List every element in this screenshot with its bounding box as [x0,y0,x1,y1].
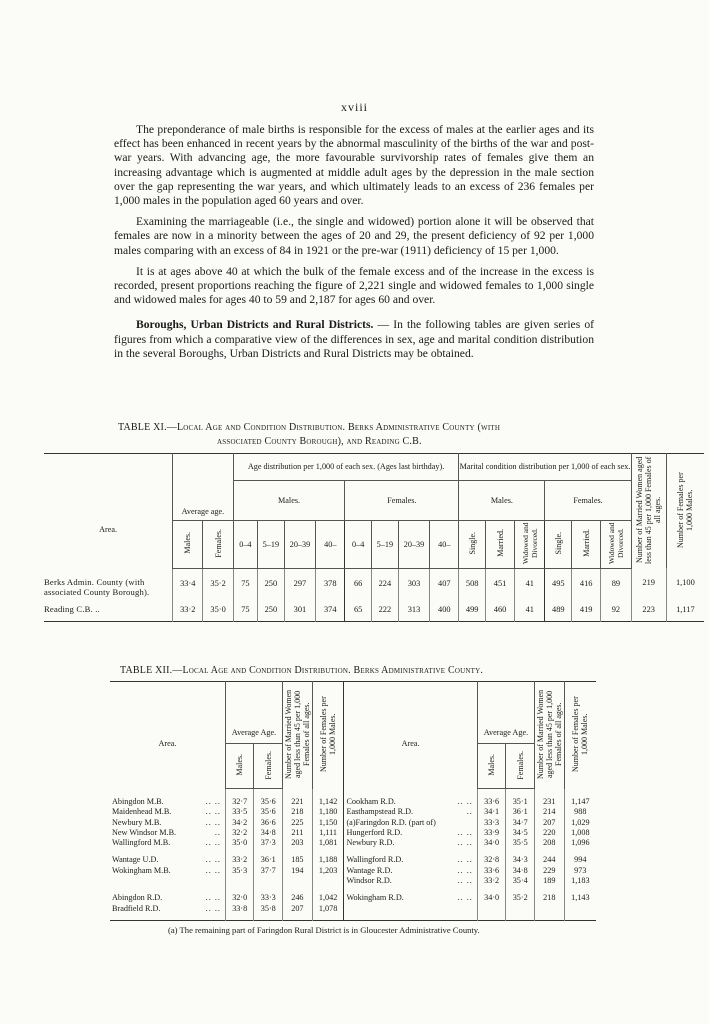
table-row [110,818,596,828]
t12-cell: .. .. [205,903,221,913]
t12-cell: 218 [283,807,313,817]
t12-cell: 208 [535,838,565,848]
t11-cell: 400 [430,597,459,621]
t12-cell: 1,111 [312,828,344,838]
t12-area-cell: Wokingham M.B. [112,865,171,875]
t12-avg-age-right: Average Age. [477,682,534,744]
t11-cell: 297 [284,568,316,597]
t11-avg-males: Males. [173,520,203,568]
t11-m-marital-0: Single. [459,520,486,568]
t12-cell: 185 [283,848,313,865]
t11-cell: 33·4 [173,568,203,597]
table-row [110,904,596,921]
t11-cell: 495 [545,568,572,597]
t11-age-dist-header: Age distribution per 1,000 of each sex. (Ages last birthday). [233,454,459,481]
t12-area-header-right: Area. [344,682,477,789]
t12-cell: .. .. [205,807,221,817]
t12-cell: 36·6 [254,818,283,828]
footnote: (a) The remaining part of Faringdon Rural District is in Gloucester Administrative County. [168,925,480,935]
t11-cell: 1,100 [666,568,704,597]
t12-cell: 189 [535,876,565,886]
t12-cell: 34·8 [254,828,283,838]
t12-cell: 35·6 [254,789,283,808]
paragraph-boroughs [114,318,594,361]
t12-cell: 1,188 [312,848,344,865]
t11-cell: 499 [459,597,486,621]
t12-cell: 34·2 [225,818,254,828]
t12-cell: 214 [535,807,565,817]
t12-cell: 34·7 [506,818,535,828]
t12-cell: 33·2 [477,876,506,886]
t11-marital-males: Males. [459,481,545,521]
t12-cell: 33·3 [477,818,506,828]
t12-cell: 33·8 [225,904,254,921]
t11-cell: 416 [572,568,601,597]
t12-cell [312,876,344,886]
t12-cell: 33·5 [225,807,254,817]
table-row [110,866,596,876]
t11-cell: 419 [572,597,601,621]
t12-cell: 246 [283,886,313,903]
t12-married-women-left: Number of Married Women aged less than 45 per 1,000 Females of all ages. [283,682,313,789]
paragraph-2: Examining the marriageable (i.e., the single and widowed) portion alone it will be observed that females are now in a minority between the ages of 20 and 29, the present deficiency of 92 per 1,000 males comparing with an excess of 84 in 1921 or the pre-war (1911) deficiency of 15 per 1,000. [114,215,594,257]
t11-f-marital-0: Single. [545,520,572,568]
t12-area-cell: New Windsor M.B. [112,827,177,837]
t11-cell: 222 [372,597,399,621]
t12-cell: 1,150 [312,818,344,828]
t11-cell: 508 [459,568,486,597]
t11-m-age-1: 5–19 [258,520,285,568]
t12-cell: 218 [535,886,565,903]
table-row [110,876,596,886]
t11-cell: 301 [284,597,316,621]
t12-cell: 35·8 [254,904,283,921]
t11-m-marital-1: Married. [486,520,515,568]
table-row [110,807,596,817]
table-xi [44,453,704,622]
t12-cell: 207 [535,818,565,828]
t11-marital-females: Females. [545,481,631,521]
t11-cell: 378 [316,568,345,597]
t11-cell: 313 [398,597,430,621]
t12-cell: .. .. [205,893,221,903]
t11-f-age-2: 20–39 [398,520,430,568]
t12-cell: 35·0 [225,838,254,848]
t12-cell: 34·3 [506,848,535,865]
t12-cell: 220 [535,828,565,838]
t11-cell: 224 [372,568,399,597]
t12-cell [283,876,313,886]
t12-cell: 34·0 [477,838,506,848]
t12-area-cell: Windsor R.D. [344,876,449,886]
t12-cell: 244 [535,848,565,865]
t12-area-cell: Newbury M.B. [112,817,162,827]
t11-cell: 407 [430,568,459,597]
t11-cell: 250 [258,568,285,597]
t12-cell: 32·8 [477,848,506,865]
t12-area-cell [344,904,449,921]
t12-females-per-right: Number of Females per 1,000 Males. [564,682,596,789]
t12-cell: 33·6 [477,866,506,876]
t11-cell: 41 [515,597,545,621]
t12-cell: .. .. [457,865,473,875]
t11-cell: 66 [345,568,372,597]
t12-cell: 37·3 [254,838,283,848]
t12-cell: .. [466,807,473,817]
t12-cell [225,876,254,886]
t11-cell: 489 [545,597,572,621]
t12-cell [477,904,506,921]
t12-cell: 203 [283,838,313,848]
t12-cell: 36·1 [254,848,283,865]
t12-cell [535,904,565,921]
t12-area-cell: Newbury R.D. [344,838,449,848]
t12-cell: 225 [283,818,313,828]
t11-area-cell: Berks Admin. County (with associated County Borough). [44,577,150,597]
table-row [110,838,596,848]
t12-cell: 35·5 [506,838,535,848]
t12-cell: 1,042 [312,886,344,903]
t11-avg-age-header: Average age. [173,454,234,521]
t12-cell: 1,203 [312,866,344,876]
t12-cell: .. .. [457,855,473,865]
t12-cell: 1,096 [564,838,596,848]
t12-cell: 33·9 [477,828,506,838]
t12-married-women-right: Number of Married Women aged less than 45 per 1,000 Females of all ages. [535,682,565,789]
t11-f-age-0: 0–4 [345,520,372,568]
t12-cell: 994 [564,848,596,865]
t12-males-left: Males. [225,744,254,789]
t12-cell: 973 [564,866,596,876]
t12-area-cell: Easthampstead R.D. [344,807,449,817]
t12-cell [506,904,535,921]
t11-cell: 75 [233,597,257,621]
t12-area-cell [110,876,195,886]
t11-f-marital-1: Married. [572,520,601,568]
t11-females-per-header: Number of Females per 1,000 Males. [666,454,704,569]
t12-cell: .. [214,827,221,837]
t12-cell: 1,180 [312,807,344,817]
table-row [110,886,596,903]
t12-cell [195,876,226,886]
t12-area-cell: Wantage U.D. [112,855,159,865]
t11-m-marital-2: Widowed and Divorced. [515,520,545,568]
t11-marital-header: Marital condition distribution per 1,000 of each sex. [459,454,631,481]
paragraph-3: It is at ages above 40 at which the bulk of the female excess and of the increase in the excess is recorded, present proportions reaching the figure of 2,221 single and widowed females to 1,000 single and widowed males for ages 40 to 59 and 2,187 for ages 60 and over. [114,264,594,307]
t11-f-marital-2: Widowed and Divorced. [601,520,631,568]
t12-cell: .. .. [457,827,473,837]
t12-cell: 33·2 [225,848,254,865]
t12-cell: 35·4 [506,876,535,886]
t12-cell: 32·0 [225,886,254,903]
t12-cell: 231 [535,789,565,808]
table11-caption-line1: TABLE XI.—Local Age and Condition Distribution. Berks Administrative County (with [118,422,501,433]
t12-cell: 32·2 [225,828,254,838]
t11-f-age-1: 5–19 [372,520,399,568]
t12-cell [564,904,596,921]
t12-cell: 36·1 [506,807,535,817]
t12-cell: 34·0 [477,886,506,903]
t12-females-per-left: Number of Females per 1,000 Males. [312,682,344,789]
t12-cell: 34·1 [477,807,506,817]
t11-m-age-3: 40– [316,520,345,568]
t12-cell: .. .. [205,855,221,865]
t11-cell: 250 [258,597,285,621]
t12-cell: .. .. [205,817,221,827]
table-row [44,568,704,597]
t12-cell: .. .. [457,796,473,806]
t12-cell: 988 [564,807,596,817]
t12-area-cell: Cookham R.D. [344,789,449,808]
t11-cell: 1,117 [666,597,704,621]
t12-cell: 1,008 [564,828,596,838]
table11-caption-line2: associated County Borough), and Reading C.B. [217,436,422,447]
t11-m-age-0: 0–4 [233,520,257,568]
t12-cell: 35·6 [254,807,283,817]
t11-f-age-3: 40– [430,520,459,568]
t12-cell: 194 [283,866,313,876]
t11-cell: 303 [398,568,430,597]
t11-cell: 35·2 [203,568,233,597]
t12-area-cell: Abingdon R.D. [112,893,163,903]
t12-area-cell: Abingdon M.B. [112,796,164,806]
t12-cell: .. .. [457,893,473,903]
t11-cell: 92 [601,597,631,621]
t12-area-cell: Bradfield R.D. [112,903,161,913]
t12-cell [449,904,478,921]
t12-avg-age-left: Average Age. [225,682,282,744]
t12-cell: 211 [283,828,313,838]
t11-avg-females: Females. [203,520,233,568]
t11-cell: 223 [631,597,666,621]
t12-cell: 34·5 [506,828,535,838]
t12-area-cell: Wallingford R.D. [344,848,449,865]
table-row [110,828,596,838]
t12-cell: 37·7 [254,866,283,876]
table12-caption: TABLE XII.—Local Age and Condition Distribution. Berks Administrative County. [120,665,484,676]
t12-body [110,789,596,921]
prose-body [114,123,594,368]
t12-cell: 32·7 [225,789,254,808]
t12-cell: .. .. [457,838,473,848]
table-row [110,789,596,808]
t12-area-cell: Wallingford M.B. [112,838,171,848]
t11-m-age-2: 20–39 [284,520,316,568]
t12-cell: 1,183 [564,876,596,886]
t12-cell: 229 [535,866,565,876]
t12-area-cell: Wokingham R.D. [344,886,449,903]
t12-females-left: Females. [254,744,283,789]
t12-cell: 207 [283,904,313,921]
t12-cell [254,876,283,886]
t11-cell: 41 [515,568,545,597]
t11-area-header: Area. [99,524,118,534]
t12-cell: 33·3 [254,886,283,903]
t11-cell: 460 [486,597,515,621]
t12-cell: 1,081 [312,838,344,848]
t12-area-cell: Hungerford R.D. [344,828,449,838]
t12-area-cell: Wantage R.D. [344,866,449,876]
t12-cell: 34·8 [506,866,535,876]
paragraph-1: The preponderance of male births is responsible for the excess of males at the earlier ages and its effect has been enhanced in recent years by the abnormal masculinity of the births of the war and post-war years. With advancing age, the more favourable survivorship rates of females give them an increasing advantage which is augmented at middle adult ages by the depression in the male section over the gap representing the war years, and which ultimately leads to an excess of 236 females per 1,000 males in the population aged 60 years and over. [114,123,594,208]
t11-cell: 75 [233,568,257,597]
t12-cell: 35·1 [506,789,535,808]
t12-cell: 1,143 [564,886,596,903]
t12-cell: .. .. [205,865,221,875]
table-row [110,848,596,865]
page-number: xviii [340,100,368,114]
t12-cell: 33·6 [477,789,506,808]
t12-cell: 1,029 [564,818,596,828]
t12-cell: .. .. [205,796,221,806]
t12-cell: 35·2 [506,886,535,903]
t11-cell: 33·2 [173,597,203,621]
t12-males-right: Males. [477,744,506,789]
t12-area-cell: (a)Faringdon R.D. (part of) [344,818,449,828]
t11-area-cell: Reading C.B. .. [44,604,100,614]
t11-cell: 219 [631,568,666,597]
t11-age-males: Males. [233,481,345,521]
t12-cell: 35·3 [225,866,254,876]
t11-cell: 35·0 [203,597,233,621]
t11-married-women-header: Number of Married Women aged less than 45 per 1,000 Females of all ages. [631,454,666,569]
boroughs-text: — In the following tables are given series of figures from which a comparative view of the differences in sex, age and marital condition distribution in the several Boroughs, Urban Districts and Rural Districts may be obtained. [114,318,594,360]
t11-cell: 374 [316,597,345,621]
table-xii [110,681,596,921]
t12-area-cell: Maidenhead M.B. [112,807,172,817]
t11-cell: 65 [345,597,372,621]
t12-cell: .. .. [205,838,221,848]
table-row [44,597,704,621]
t12-cell: 221 [283,789,313,808]
t12-cell: 1,142 [312,789,344,808]
t12-cell: 1,078 [312,904,344,921]
t11-age-females: Females. [345,481,459,521]
t12-females-right: Females. [506,744,535,789]
t12-cell [449,818,478,828]
boroughs-heading: Boroughs, Urban Districts and Rural Districts. [136,318,374,332]
t11-cell: 89 [601,568,631,597]
t12-cell: .. .. [457,876,473,886]
t12-cell: 1,147 [564,789,596,808]
t11-cell: 451 [486,568,515,597]
t12-area-header-left: Area. [158,738,177,748]
